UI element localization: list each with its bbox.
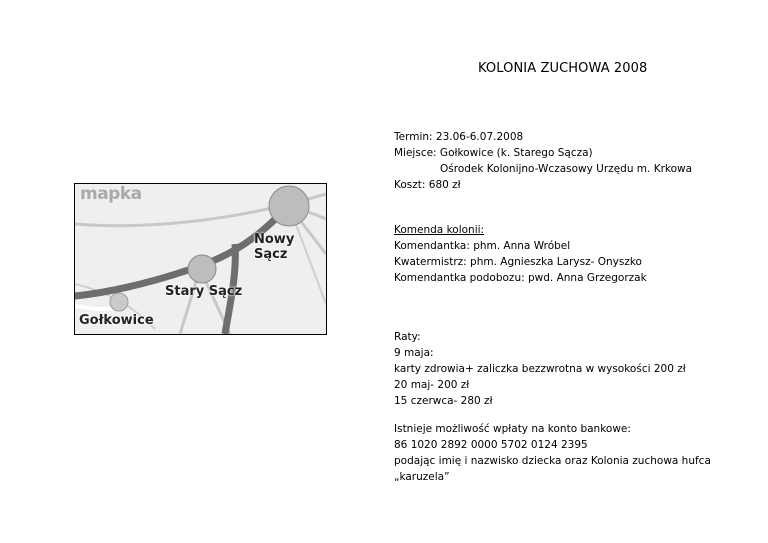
raty-line: 20 maj- 200 zł	[394, 379, 470, 391]
raty-line: 9 maja:	[394, 347, 434, 359]
town-label-stary-sacz: Stary Sącz	[165, 284, 243, 299]
town-label-golkowice: Gołkowice	[79, 313, 154, 328]
map-label: mapka	[80, 184, 142, 204]
raty-line: karty zdrowia+ zaliczka bezzwrotna w wysokości 200 zł	[394, 363, 686, 375]
town-label-nowy-sacz: Nowy Sącz	[254, 232, 295, 262]
bank-block	[394, 421, 711, 485]
termin-line: Termin: 23.06-6.07.2008	[394, 131, 524, 143]
details-block	[394, 129, 692, 193]
raty-line: 15 czerwca- 280 zł	[394, 395, 493, 407]
bank-account-number: 86 1020 2892 0000 5702 0124 2395	[394, 439, 588, 451]
komenda-block	[394, 222, 647, 286]
map-image	[74, 183, 327, 335]
komenda-member: Kwatermistrz: phm. Agnieszka Larysz- Onyszko	[394, 256, 642, 268]
miejsce-line: Miejsce: Gołkowice (k. Starego Sącza)	[394, 147, 593, 159]
komenda-heading: Komenda kolonii:	[394, 224, 485, 236]
page-title: KOLONIA ZUCHOWA 2008	[478, 61, 648, 76]
komenda-member: Komendantka: phm. Anna Wróbel	[394, 240, 571, 252]
osrodek-line: Ośrodek Kolonijno-Wczasowy Urzędu m. Krkowa	[440, 163, 693, 175]
komenda-member: Komendantka podobozu: pwd. Anna Grzegorzak	[394, 272, 647, 284]
bank-line: „karuzela”	[394, 471, 450, 483]
bank-line: Istnieje możliwość wpłaty na konto bankowe:	[394, 423, 631, 435]
raty-block	[394, 329, 686, 409]
koszt-line: Koszt: 680 zł	[394, 179, 461, 191]
raty-heading: Raty:	[394, 331, 421, 343]
bank-line: podając imię i nazwisko dziecka oraz Kolonia zuchowa hufca	[394, 455, 711, 467]
